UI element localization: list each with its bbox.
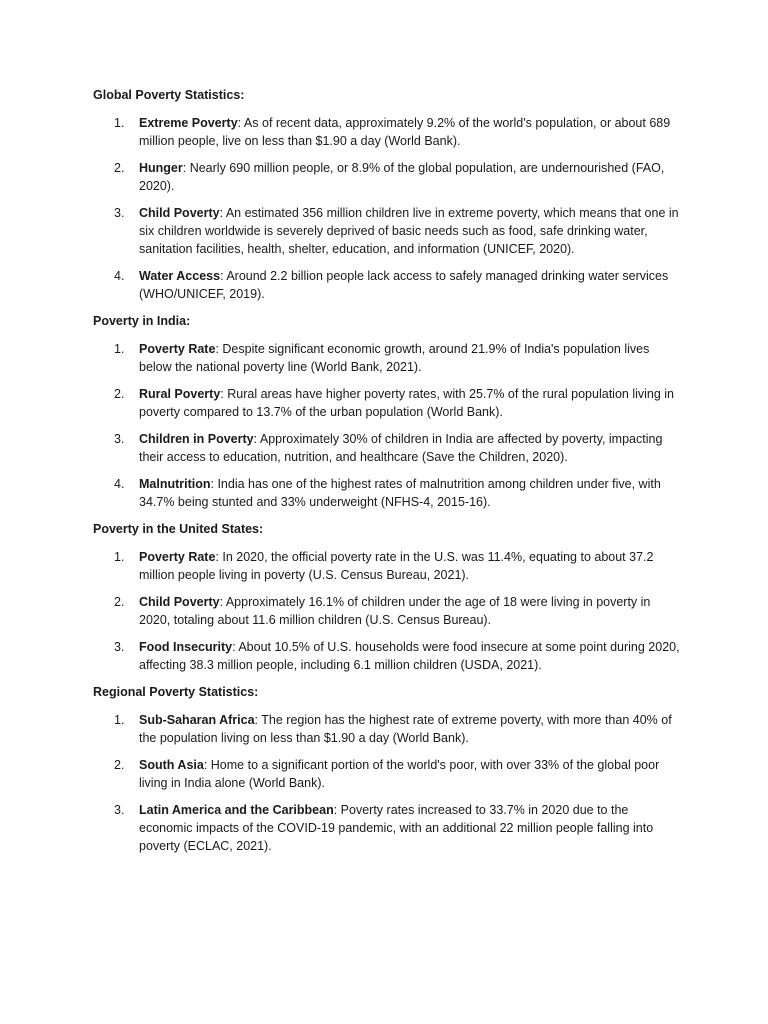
item-text: : Home to a significant portion of the world's poor, with over 33% of the global poor living in India alone (World Bank).: [139, 758, 660, 790]
item-text: : Nearly 690 million people, or 8.9% of the global population, are undernourished (FAO, 2020).: [139, 161, 665, 193]
section-heading: Poverty in the United States:: [93, 522, 264, 536]
item-text: : Despite significant economic growth, around 21.9% of India's population lives below the national poverty line (World Bank, 2021).: [139, 342, 650, 374]
item-text: : In 2020, the official poverty rate in the U.S. was 11.4%, equating to about 37.2 million people living in poverty (U.S. Census Bureau, 2021).: [139, 550, 654, 582]
item-text: : An estimated 356 million children live in extreme poverty, which means that one in six children worldwide is severely deprived of basic needs such as food, safe drinking water, sanitation facilities, health, shelter, education, and information (UNICEF, 2020).: [139, 206, 679, 256]
item-term: Extreme Poverty: [139, 116, 238, 130]
item-number: 2.: [114, 387, 125, 401]
item-number: 2.: [114, 161, 125, 175]
list-item: [93, 430, 685, 466]
list-item: [93, 548, 685, 584]
item-number: 1.: [114, 342, 125, 356]
list-item: [93, 756, 685, 792]
item-text: : Approximately 30% of children in India are affected by poverty, impacting their access to education, nutrition, and healthcare (Save the Children, 2020).: [139, 432, 663, 464]
list-item: [93, 801, 685, 855]
item-term: Sub-Saharan Africa: [139, 713, 255, 727]
item-term: Malnutrition: [139, 477, 211, 491]
numbered-list: [93, 711, 685, 855]
numbered-list: [93, 340, 685, 511]
item-number: 4.: [114, 269, 125, 283]
item-text: : Rural areas have higher poverty rates, with 25.7% of the rural population living in poverty compared to 13.7% of the urban population (World Bank).: [139, 387, 675, 419]
item-number: 2.: [114, 595, 125, 609]
section-heading: Regional Poverty Statistics:: [93, 685, 259, 699]
section-poverty-us: [93, 520, 685, 674]
item-number: 3.: [114, 803, 125, 817]
numbered-list: [93, 548, 685, 674]
item-number: 3.: [114, 206, 125, 220]
item-term: Rural Poverty: [139, 387, 221, 401]
item-term: Hunger: [139, 161, 183, 175]
item-text: : Approximately 16.1% of children under the age of 18 were living in poverty in 2020, totaling about 11.6 million children (U.S. Census Bureau).: [139, 595, 651, 627]
list-item: [93, 638, 685, 674]
item-text: : Poverty rates increased to 33.7% in 2020 due to the economic impacts of the COVID-19 pandemic, with an additional 22 million people falling into poverty (ECLAC, 2021).: [139, 803, 654, 853]
item-number: 3.: [114, 432, 125, 446]
item-term: Child Poverty: [139, 206, 220, 220]
section-heading: Global Poverty Statistics:: [93, 88, 245, 102]
item-text: : India has one of the highest rates of malnutrition among children under five, with 34.7% being stunted and 33% underweight (NFHS-4, 2015-16).: [139, 477, 661, 509]
numbered-list: [93, 114, 685, 303]
item-term: Child Poverty: [139, 595, 220, 609]
item-term: Poverty Rate: [139, 550, 216, 564]
list-item: [93, 593, 685, 629]
list-item: [93, 204, 685, 258]
list-item: [93, 340, 685, 376]
document-page: [93, 86, 685, 864]
item-number: 1.: [114, 550, 125, 564]
item-text: : As of recent data, approximately 9.2% of the world's population, or about 689 million people, live on less than $1.90 a day (World Bank).: [139, 116, 671, 148]
item-number: 1.: [114, 116, 125, 130]
item-term: Food Insecurity: [139, 640, 233, 654]
item-number: 2.: [114, 758, 125, 772]
item-text: : The region has the highest rate of extreme poverty, with more than 40% of the population living on less than $1.90 a day (World Bank).: [139, 713, 672, 745]
item-term: Poverty Rate: [139, 342, 216, 356]
item-number: 3.: [114, 640, 125, 654]
section-regional-poverty: [93, 683, 685, 855]
item-term: Children in Poverty: [139, 432, 254, 446]
item-term: Latin America and the Caribbean: [139, 803, 334, 817]
item-text: : Around 2.2 billion people lack access to safely managed drinking water services (WHO/UNICEF, 2019).: [139, 269, 669, 301]
list-item: [93, 385, 685, 421]
list-item: [93, 267, 685, 303]
item-term: Water Access: [139, 269, 221, 283]
section-heading: Poverty in India:: [93, 314, 191, 328]
section-poverty-india: [93, 312, 685, 511]
list-item: [93, 711, 685, 747]
item-number: 4.: [114, 477, 125, 491]
list-item: [93, 159, 685, 195]
list-item: [93, 114, 685, 150]
section-global-poverty: [93, 86, 685, 303]
item-text: : About 10.5% of U.S. households were food insecure at some point during 2020, affecting 38.3 million people, including 6.1 million children (USDA, 2021).: [139, 640, 680, 672]
item-number: 1.: [114, 713, 125, 727]
list-item: [93, 475, 685, 511]
item-term: South Asia: [139, 758, 204, 772]
